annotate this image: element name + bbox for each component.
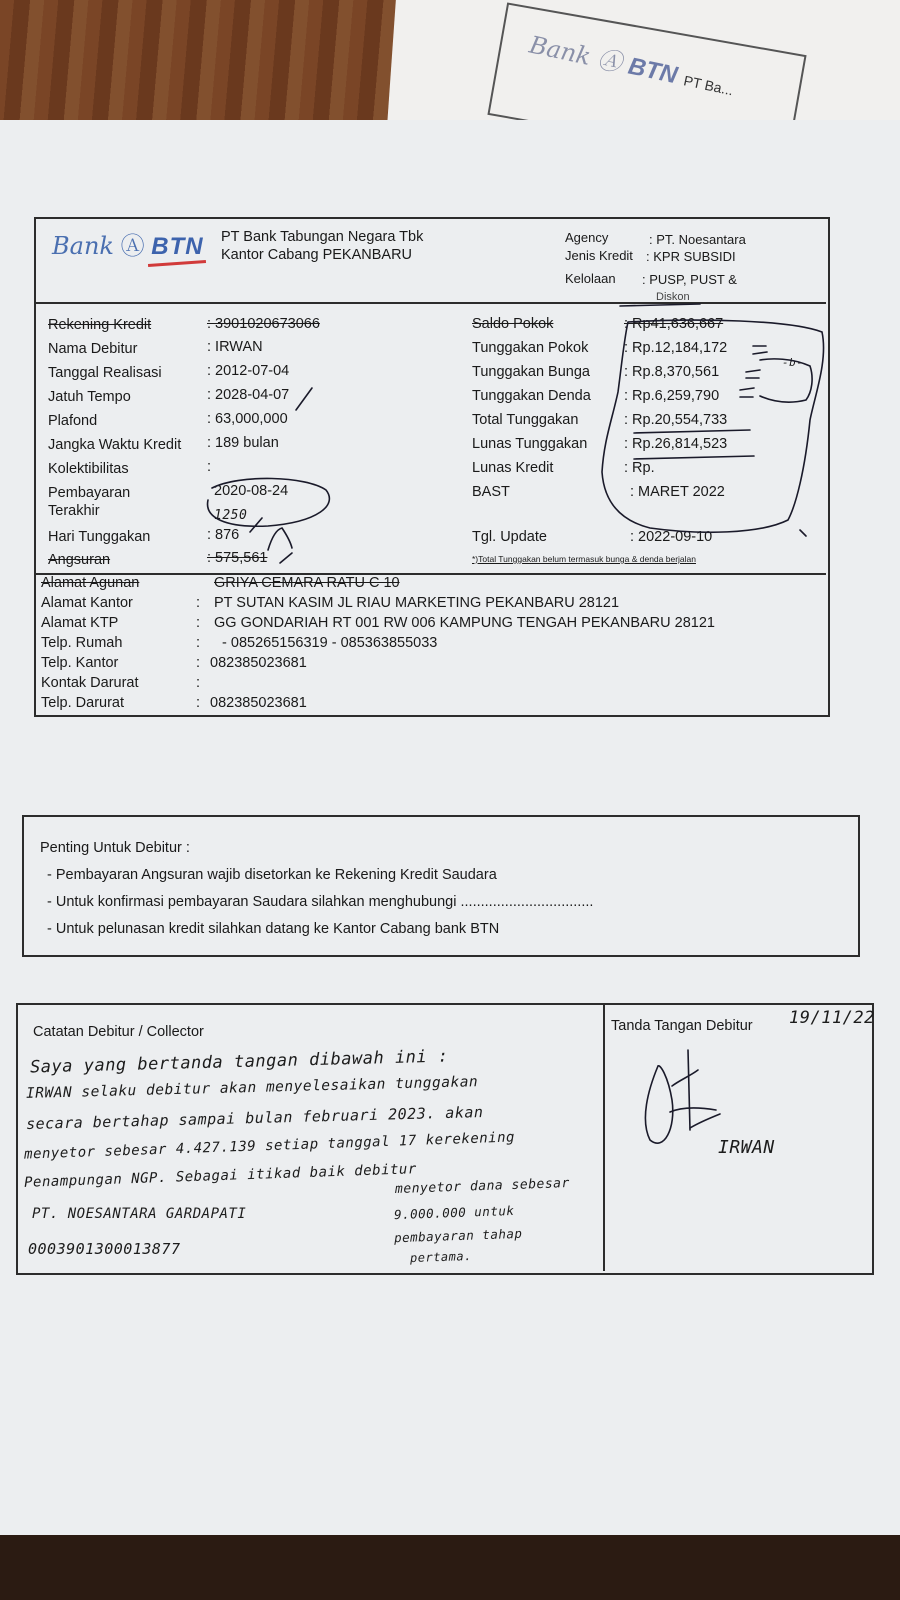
note-line-5: Penampungan NGP. Sebagai itikad baik debitur <box>23 1161 418 1191</box>
note-line-3: secara bertahap sampai bulan februari 2023. akan <box>25 1103 484 1133</box>
field-label-rekening: Rekening Kredit <box>48 317 152 333</box>
kelolaan-value-2: Diskon <box>656 291 690 303</box>
field-label-jangka: Jangka Waktu Kredit <box>48 437 182 453</box>
company-name: PT Bank Tabungan Negara Tbk <box>221 229 424 245</box>
signature-date: 19/11/22 <box>789 1008 875 1028</box>
note-line-6: PT. NOESANTARA GARDAPATI <box>32 1206 247 1222</box>
field-label-saldo-pokok: Saldo Pokok <box>472 316 554 332</box>
address-colon-kantor: : <box>196 595 201 611</box>
address-label-kantor: Alamat Kantor <box>41 595 133 611</box>
handwritten-pay-note: 1250 <box>214 508 248 523</box>
agency-label: Agency <box>565 230 609 245</box>
field-value-jangka: : 189 bulan <box>207 435 279 451</box>
field-value-saldo-pokok: : Rp41,636,667 <box>624 316 724 332</box>
address-value-telp-darurat: 082385023681 <box>210 695 307 711</box>
field-label-hari-tunggakan: Hari Tunggakan <box>48 529 151 545</box>
branch-name: Kantor Cabang PEKANBARU <box>221 247 413 263</box>
agency-value: : PT. Noesantara <box>649 232 746 247</box>
field-value-realisasi: : 2012-07-04 <box>207 363 290 379</box>
field-label-tunggakan-denda: Tunggakan Denda <box>472 388 591 404</box>
field-label-pembayaran: Pembayaran <box>48 485 131 501</box>
field-value-hari-tunggakan: : 876 <box>207 527 240 543</box>
address-label-kontak-darurat: Kontak Darurat <box>41 675 139 691</box>
back-sheet-logo: Bank Ⓐ BTN PT Ba... <box>526 30 735 99</box>
address-label-telp-darurat: Telp. Darurat <box>41 695 125 711</box>
address-colon-ktp: : <box>196 615 201 631</box>
footnote: *)Total Tunggakan belum termasuk bunga & denda berjalan <box>472 554 696 564</box>
address-value-kantor: PT SUTAN KASIM JL RIAU MARKETING PEKANBARU 28121 <box>214 595 620 611</box>
field-label-plafond: Plafond <box>48 413 98 429</box>
handwritten-mark: -b- <box>782 356 804 369</box>
notice-item-1: - Pembayaran Angsuran wajib disetorkan ke Rekening Kredit Saudara <box>47 867 497 883</box>
signature-title: Tanda Tangan Debitur <box>611 1018 753 1034</box>
note-side-line-1: menyetor dana sebesar <box>394 1175 571 1198</box>
field-value-angsuran: : 575,561 <box>207 550 268 566</box>
field-value-bast: : MARET 2022 <box>630 484 725 500</box>
address-label-ktp: Alamat KTP <box>41 615 119 631</box>
jenis-kredit-label: Jenis Kredit <box>565 248 633 263</box>
field-value-tunggakan-denda: : Rp.6,259,790 <box>624 388 720 404</box>
field-label-pembayaran-2: Terakhir <box>48 503 100 519</box>
address-colon-telp-kantor: : <box>196 655 201 671</box>
field-label-lunas-tunggakan: Lunas Tunggakan <box>472 436 588 452</box>
field-label-nama: Nama Debitur <box>48 341 138 357</box>
btn-logo: Bank Ⓐ BTN <box>52 232 204 260</box>
note-line-1: Saya yang bertanda tangan dibawah ini : <box>29 1046 449 1078</box>
field-value-kolektibilitas: : <box>207 459 212 475</box>
field-value-pembayaran: 2020-08-24 <box>214 483 289 499</box>
notice-title: Penting Untuk Debitur : <box>40 840 190 856</box>
note-side-line-4: pertama. <box>409 1248 473 1266</box>
field-label-tunggakan-pokok: Tunggakan Pokok <box>472 340 589 356</box>
address-value-telp-kantor: 082385023681 <box>210 655 307 671</box>
note-side-line-2: 9.000.000 untuk <box>393 1202 515 1223</box>
note-line-7: 0003901300013877 <box>28 1240 181 1258</box>
address-value-telp-rumah: - 085265156319 - 085363855033 <box>214 635 438 651</box>
field-label-total-tunggakan: Total Tunggakan <box>472 412 579 428</box>
field-value-lunas-kredit: : Rp. <box>624 460 655 476</box>
field-value-total-tunggakan: : Rp.20,554,733 <box>624 412 728 428</box>
kelolaan-label: Kelolaan <box>565 271 616 286</box>
field-label-jatuh-tempo: Jatuh Tempo <box>48 389 131 405</box>
field-value-tunggakan-bunga: : Rp.8,370,561 <box>624 364 720 380</box>
field-value-jatuh-tempo: : 2028-04-07 <box>207 387 290 403</box>
field-label-lunas-kredit: Lunas Kredit <box>472 460 554 476</box>
notice-item-3: - Untuk pelunasan kredit silahkan datang ke Kantor Cabang bank BTN <box>47 921 500 937</box>
signature-name: IRWAN <box>718 1137 775 1158</box>
address-value-agunan: GRIYA CEMARA RATU C 10 <box>214 575 400 591</box>
kelolaan-value: : PUSP, PUST & <box>642 272 737 287</box>
note-line-2: IRWAN selaku debitur akan menyelesaikan tunggakan <box>25 1074 479 1102</box>
field-label-bast: BAST <box>472 484 510 500</box>
at-icon: Ⓐ <box>120 233 145 260</box>
address-label-telp-kantor: Telp. Kantor <box>41 655 119 671</box>
field-label-kolektibilitas: Kolektibilitas <box>48 461 129 477</box>
field-value-rekening: : 3901020673066 <box>207 316 320 332</box>
notice-item-2: - Untuk konfirmasi pembayaran Saudara silahkan menghubungi ................................. <box>47 894 594 910</box>
jenis-kredit-value: : KPR SUBSIDI <box>646 249 736 264</box>
address-colon-telp-rumah: : <box>196 635 201 651</box>
address-value-ktp: GG GONDARIAH RT 001 RW 006 KAMPUNG TENGAH PEKANBARU 28121 <box>214 615 715 631</box>
field-label-tgl-update: Tgl. Update <box>472 529 547 545</box>
address-colon-kontak-darurat: : <box>196 675 201 691</box>
notes-title: Catatan Debitur / Collector <box>33 1024 204 1040</box>
field-value-tgl-update: : 2022-09-10 <box>630 529 713 545</box>
field-value-lunas-tunggakan: : Rp.26,814,523 <box>624 436 728 452</box>
field-value-nama: : IRWAN <box>207 339 263 355</box>
field-label-tunggakan-bunga: Tunggakan Bunga <box>472 364 590 380</box>
field-value-plafond: : 63,000,000 <box>207 411 288 427</box>
address-colon-telp-darurat: : <box>196 695 201 711</box>
address-label-agunan: Alamat Agunan <box>41 575 140 591</box>
address-label-telp-rumah: Telp. Rumah <box>41 635 123 651</box>
note-side-line-3: pembayaran tahap <box>393 1225 523 1246</box>
note-line-4: menyetor sebesar 4.427.139 setiap tanggal 17 kerekening <box>23 1129 516 1163</box>
bottom-wood <box>0 1535 900 1600</box>
field-label-angsuran: Angsuran <box>48 552 111 568</box>
field-label-realisasi: Tanggal Realisasi <box>48 365 162 381</box>
field-value-tunggakan-pokok: : Rp.12,184,172 <box>624 340 728 356</box>
